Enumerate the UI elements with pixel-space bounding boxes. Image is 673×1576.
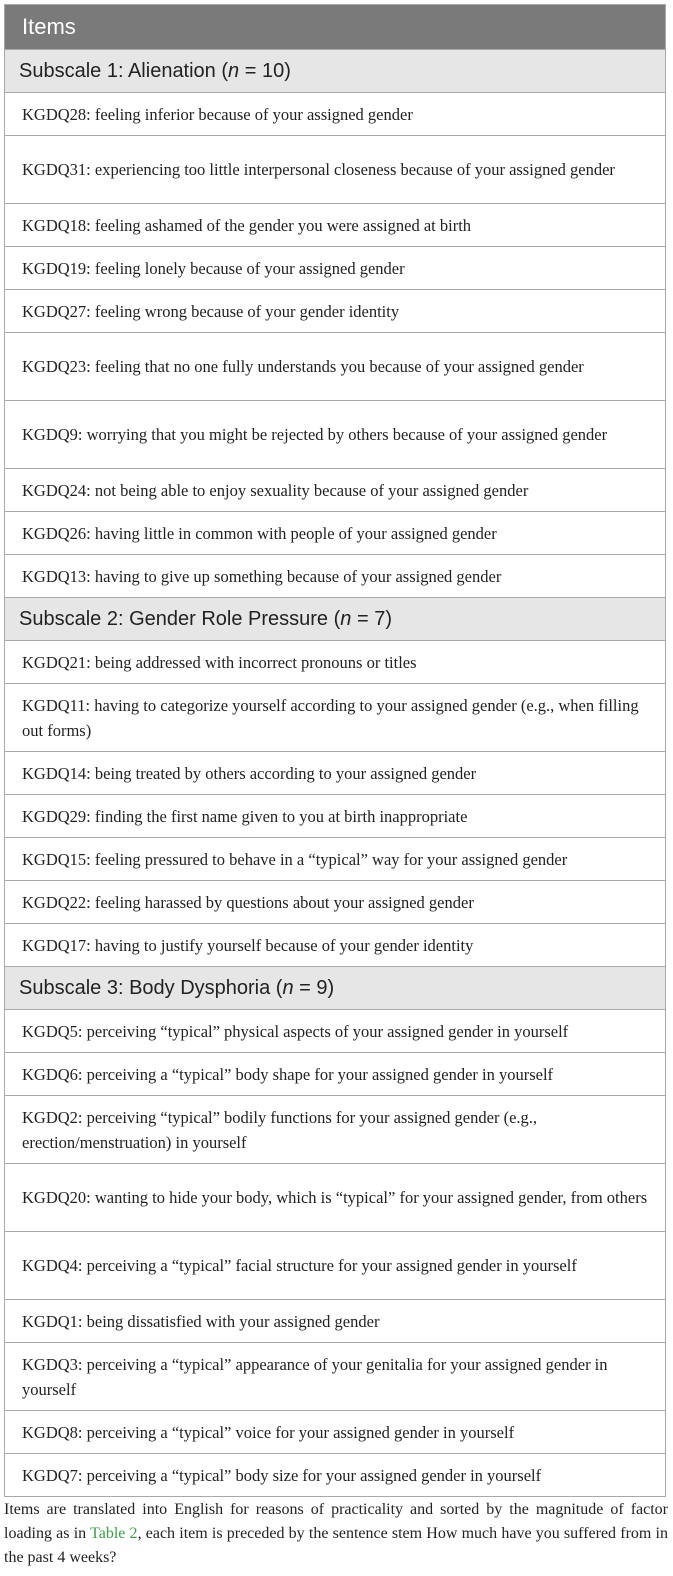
item-text: KGDQ6: perceiving a “typical” body shape for your assigned gender in yourself — [22, 1064, 554, 1084]
table-header: Items — [5, 5, 665, 49]
table-row — [5, 1052, 665, 1095]
item-text: KGDQ14: being treated by others according to your assigned gender — [22, 763, 477, 783]
table-row — [5, 246, 665, 289]
subscale-label: Subscale 3: Body Dysphoria ( — [19, 976, 283, 999]
table-row — [5, 511, 665, 554]
item-text: KGDQ13: having to give up something because of your assigned gender — [22, 566, 502, 586]
table-row — [5, 1163, 665, 1231]
subscale-header-2 — [5, 597, 665, 640]
table-row — [5, 289, 665, 332]
table-body — [5, 49, 665, 1496]
table-row — [5, 837, 665, 880]
items-table — [4, 4, 666, 1497]
subscale-label: Subscale 1: Alienation ( — [19, 59, 229, 82]
table-row — [5, 1299, 665, 1342]
item-text: KGDQ17: having to justify yourself because of your gender identity — [22, 935, 474, 955]
table-row — [5, 880, 665, 923]
table-row — [5, 923, 665, 966]
item-text: KGDQ27: feeling wrong because of your gender identity — [22, 301, 400, 321]
table-row — [5, 1342, 665, 1410]
table-row — [5, 92, 665, 135]
subscale-header-1 — [5, 49, 665, 92]
item-text: KGDQ15: feeling pressured to behave in a “typical” way for your assigned gender — [22, 849, 568, 869]
item-text: KGDQ4: perceiving a “typical” facial structure for your assigned gender in yourself — [22, 1256, 577, 1275]
table-row — [5, 640, 665, 683]
subscale-label: Subscale 2: Gender Role Pressure ( — [19, 607, 341, 630]
subscale-n-variable: n — [340, 607, 352, 630]
table-2-link[interactable]: Table 2 — [90, 1525, 138, 1542]
table-row — [5, 1231, 665, 1299]
table-row — [5, 1095, 665, 1163]
item-text: KGDQ11: having to categorize yourself according to your assigned gender (e.g., when filling out forms) — [22, 695, 639, 740]
item-text: KGDQ2: perceiving “typical” bodily functions for your assigned gender (e.g., erection/menstruation) in yourself — [22, 1107, 538, 1152]
item-text: KGDQ31: experiencing too little interpersonal closeness because of your assigned gender — [22, 160, 615, 179]
table-row — [5, 400, 665, 468]
footnote-text-start: Items are translated into English for reasons of practicality and sorted by the magnitude of factor loading as in — [4, 1501, 668, 1542]
table-row — [5, 1009, 665, 1052]
subscale-n-value: = 7) — [351, 607, 392, 630]
item-text: KGDQ9: worrying that you might be rejected by others because of your assigned gender — [22, 425, 608, 444]
item-text: KGDQ21: being addressed with incorrect pronouns or titles — [22, 652, 417, 672]
item-text: KGDQ3: perceiving a “typical” appearance of your genitalia for your assigned gender in yourself — [22, 1354, 608, 1399]
table-row — [5, 751, 665, 794]
table-row — [5, 794, 665, 837]
table-row — [5, 468, 665, 511]
table-row — [5, 683, 665, 751]
item-text: KGDQ28: feeling inferior because of your assigned gender — [22, 104, 413, 124]
item-text: KGDQ5: perceiving “typical” physical aspects of your assigned gender in yourself — [22, 1021, 569, 1041]
subscale-n-variable: n — [282, 976, 294, 999]
item-text: KGDQ23: feeling that no one fully understands you because of your assigned gender — [22, 357, 584, 376]
subscale-n-variable: n — [228, 59, 240, 82]
item-text: KGDQ24: not being able to enjoy sexuality because of your assigned gender — [22, 480, 529, 500]
item-text: KGDQ29: finding the first name given to you at birth inappropriate — [22, 806, 468, 826]
subscale-header-3 — [5, 966, 665, 1009]
subscale-n-value: = 10) — [239, 59, 291, 82]
footnote-text-end: , each item is preceded by the sentence stem How much have you suffered from in the past 4 weeks? — [4, 1525, 668, 1566]
item-text: KGDQ1: being dissatisfied with your assigned gender — [22, 1311, 380, 1331]
table-row — [5, 1453, 665, 1496]
item-text: KGDQ8: perceiving a “typical” voice for your assigned gender in yourself — [22, 1422, 515, 1442]
item-text: KGDQ20: wanting to hide your body, which is “typical” for your assigned gender, from others — [22, 1188, 648, 1207]
table-row — [5, 1410, 665, 1453]
subscale-n-value: = 9) — [293, 976, 335, 999]
item-text: KGDQ26: having little in common with people of your assigned gender — [22, 523, 497, 543]
table-row — [5, 332, 665, 400]
item-text: KGDQ18: feeling ashamed of the gender you were assigned at birth — [22, 215, 472, 235]
item-text: KGDQ19: feeling lonely because of your assigned gender — [22, 258, 405, 278]
table-row — [5, 203, 665, 246]
table-row — [5, 135, 665, 203]
item-text: KGDQ22: feeling harassed by questions about your assigned gender — [22, 892, 474, 912]
table-footnote — [4, 1498, 668, 1570]
item-text: KGDQ7: perceiving a “typical” body size for your assigned gender in yourself — [22, 1465, 542, 1485]
table-row — [5, 554, 665, 597]
